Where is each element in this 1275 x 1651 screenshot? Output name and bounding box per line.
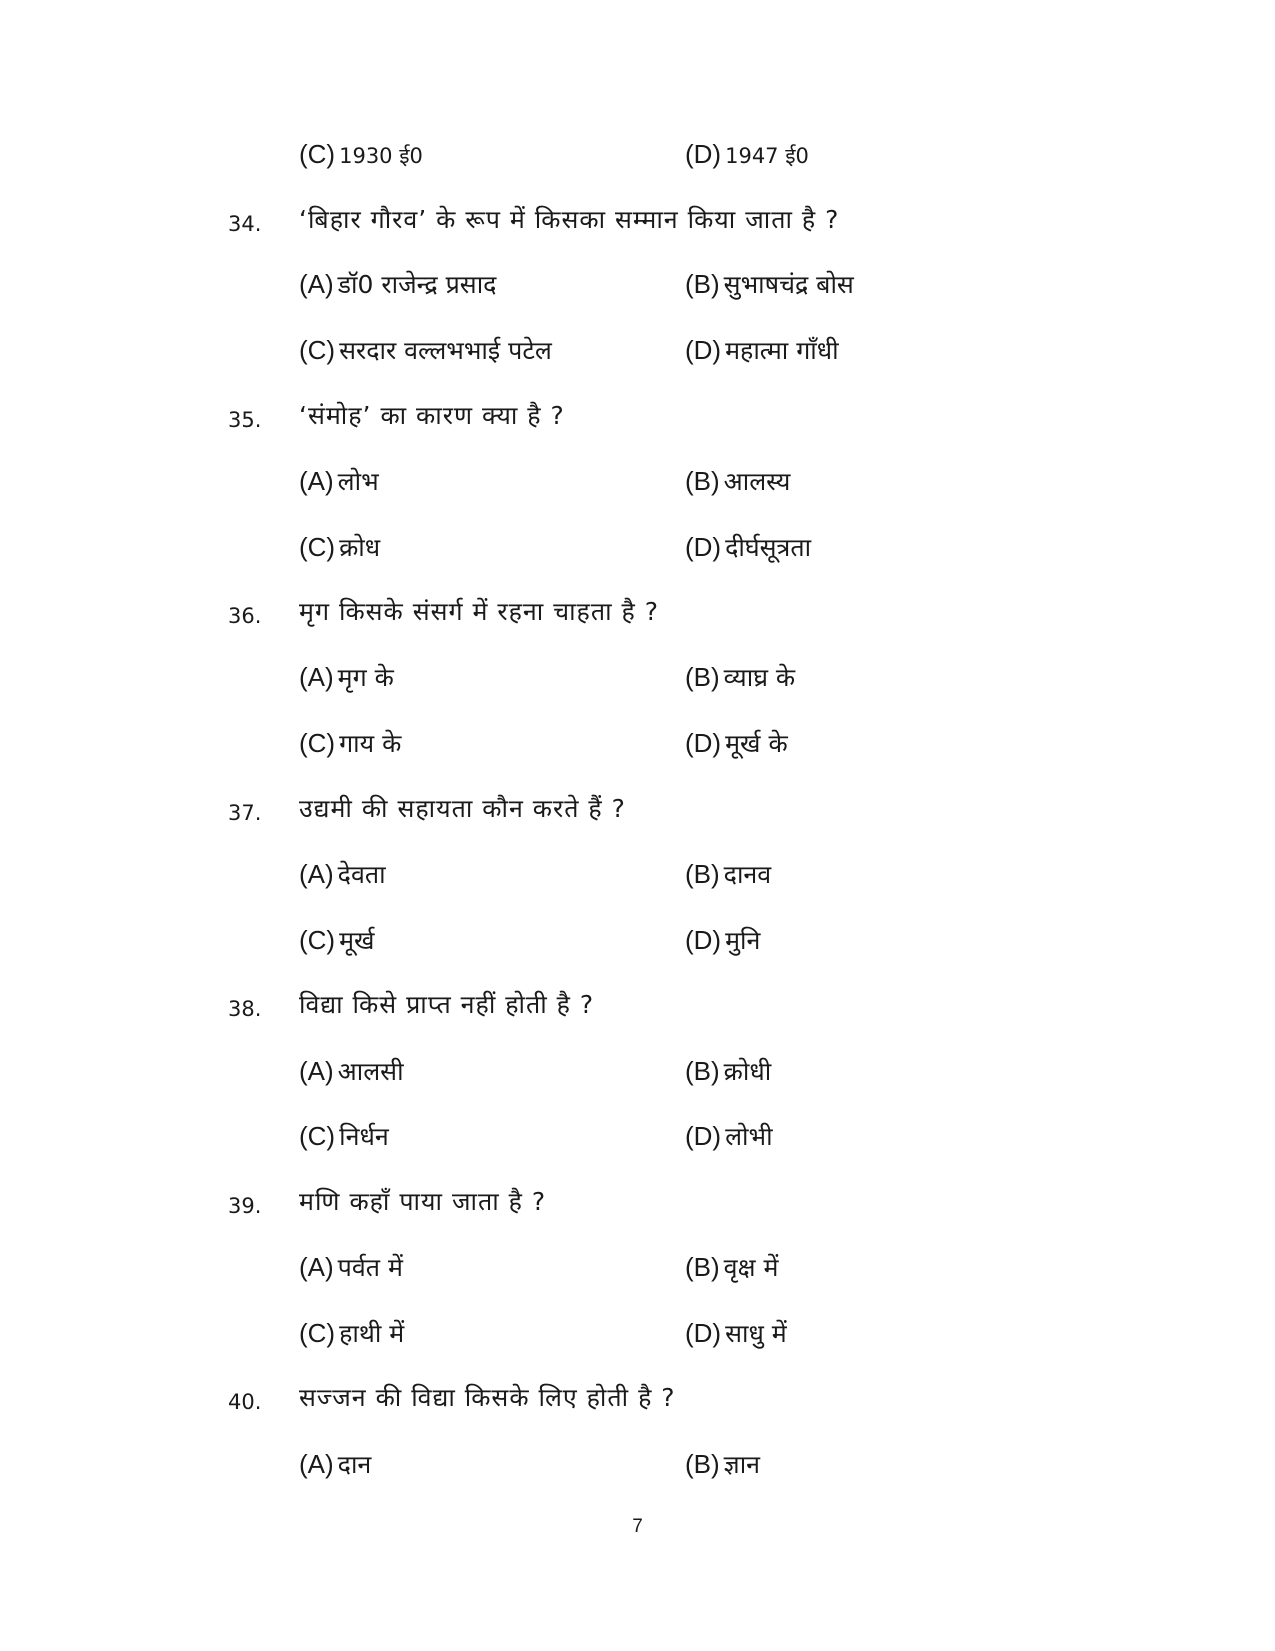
- question-text: सज्जन की विद्या किसके लिए होती है ?: [299, 1383, 676, 1412]
- question-text: मणि कहाँ पाया जाता है ?: [299, 1187, 547, 1216]
- options-row: [0, 854, 1275, 894]
- question-text: ‘बिहार गौरव’ के रूप में किसका सम्मान किया जाता है ?: [299, 205, 840, 234]
- option-label: (B): [685, 466, 720, 496]
- option-a: [299, 1444, 371, 1485]
- option-label: (B): [685, 662, 720, 692]
- option-text: लोभ: [337, 467, 379, 496]
- option-c: [299, 330, 552, 371]
- option-label: (C): [299, 1121, 336, 1151]
- question-40: [0, 1378, 1275, 1418]
- option-text: 1930 ई0: [339, 144, 423, 168]
- option-d: [685, 527, 811, 568]
- options-row: [0, 330, 1275, 370]
- option-label: (B): [685, 1449, 720, 1479]
- question-38: [0, 985, 1275, 1025]
- option-text: आलसी: [337, 1057, 404, 1086]
- option-b: [685, 1247, 778, 1288]
- option-text: हाथी में: [339, 1319, 405, 1348]
- option-text: दीर्घसूत्रता: [725, 533, 812, 562]
- option-text: लोभी: [725, 1122, 773, 1151]
- option-text: सुभाषचंद्र बोस: [723, 270, 854, 299]
- option-text: डॉ0 राजेन्द्र प्रसाद: [337, 270, 497, 299]
- options-row: [0, 1247, 1275, 1287]
- option-label: (D): [685, 335, 722, 365]
- question-text: मृग किसके संसर्ग में रहना चाहता है ?: [299, 597, 659, 626]
- option-text: मूर्ख: [339, 926, 375, 955]
- question-35: [0, 396, 1275, 436]
- option-text: सरदार वल्लभभाई पटेल: [339, 336, 552, 365]
- option-label: (A): [299, 1252, 334, 1282]
- option-c: [299, 134, 423, 176]
- option-label: (D): [685, 1121, 722, 1151]
- option-label: (B): [685, 859, 720, 889]
- options-row: [0, 1051, 1275, 1091]
- option-label: (A): [299, 1449, 334, 1479]
- option-text: वृक्ष में: [723, 1253, 779, 1282]
- question-number: 38.: [228, 997, 262, 1021]
- option-a: [299, 1051, 404, 1092]
- option-d: [685, 920, 760, 961]
- question-number: 36.: [228, 604, 262, 628]
- option-a: [299, 264, 496, 305]
- option-label: (C): [299, 139, 336, 169]
- question-number: 37.: [228, 801, 262, 825]
- option-b: [685, 264, 854, 305]
- option-label: (A): [299, 466, 334, 496]
- option-label: (A): [299, 1056, 334, 1086]
- options-row: [0, 723, 1275, 763]
- option-text: पर्वत में: [337, 1253, 403, 1282]
- option-label: (A): [299, 269, 334, 299]
- option-a: [299, 854, 386, 895]
- option-label: (D): [685, 728, 722, 758]
- option-label: (D): [685, 532, 722, 562]
- option-a: [299, 1247, 403, 1288]
- option-text: ज्ञान: [723, 1450, 761, 1479]
- option-d: [685, 1313, 787, 1354]
- option-label: (D): [685, 1318, 722, 1348]
- option-label: (C): [299, 1318, 336, 1348]
- question-39: [0, 1182, 1275, 1222]
- option-b: [685, 854, 771, 895]
- option-c: [299, 1116, 389, 1157]
- option-d: [685, 330, 839, 371]
- question-number: 35.: [228, 408, 262, 432]
- option-text: गाय के: [339, 729, 402, 758]
- option-text: आलस्य: [723, 467, 791, 496]
- option-label: (B): [685, 269, 720, 299]
- option-text: क्रोधी: [723, 1057, 772, 1086]
- option-text: क्रोध: [339, 533, 381, 562]
- option-label: (A): [299, 859, 334, 889]
- option-c: [299, 920, 375, 961]
- option-text: महात्मा गाँधी: [725, 336, 839, 365]
- option-label: (A): [299, 662, 334, 692]
- options-row: [0, 657, 1275, 697]
- option-text: निर्धन: [339, 1122, 389, 1151]
- option-b: [685, 1444, 760, 1485]
- option-text: मुनि: [725, 926, 761, 955]
- question-text: विद्या किसे प्राप्त नहीं होती है ?: [299, 990, 595, 1019]
- option-b: [685, 1051, 771, 1092]
- options-row: [0, 527, 1275, 567]
- option-c: [299, 1313, 404, 1354]
- option-label: (D): [685, 139, 722, 169]
- option-d: [685, 723, 788, 764]
- option-text: मूर्ख के: [725, 729, 788, 758]
- question-text: ‘संमोह’ का कारण क्या है ?: [299, 401, 565, 430]
- question-36: [0, 592, 1275, 632]
- option-c: [299, 527, 380, 568]
- option-label: (C): [299, 532, 336, 562]
- option-text: दान: [337, 1450, 372, 1479]
- options-row: [0, 1313, 1275, 1353]
- question-number: 34.: [228, 212, 262, 236]
- option-text: साधु में: [725, 1319, 787, 1348]
- option-text: दानव: [723, 860, 772, 889]
- option-label: (C): [299, 925, 336, 955]
- option-text: देवता: [337, 860, 386, 889]
- option-d: [685, 1116, 773, 1157]
- page-number: 7: [632, 1516, 643, 1537]
- option-label: (B): [685, 1252, 720, 1282]
- option-label: (B): [685, 1056, 720, 1086]
- option-label: (C): [299, 335, 336, 365]
- option-d: [685, 134, 809, 176]
- options-row: [0, 461, 1275, 501]
- option-label: (C): [299, 728, 336, 758]
- options-row: [0, 1116, 1275, 1156]
- option-c: [299, 723, 401, 764]
- option-label: (D): [685, 925, 722, 955]
- option-b: [685, 657, 795, 698]
- option-b: [685, 461, 790, 502]
- option-text: मृग के: [337, 663, 394, 692]
- option-text: व्याघ्र के: [723, 663, 796, 692]
- option-a: [299, 461, 379, 502]
- question-34: [0, 200, 1275, 240]
- options-row: [0, 920, 1275, 960]
- options-row: [0, 1444, 1275, 1484]
- option-a: [299, 657, 394, 698]
- question-number: 39.: [228, 1194, 262, 1218]
- option-text: 1947 ई0: [725, 144, 809, 168]
- question-37: [0, 789, 1275, 829]
- options-row: [0, 264, 1275, 304]
- question-text: उद्यमी की सहायता कौन करते हैं ?: [299, 794, 626, 823]
- carryover-options-row: [0, 134, 1275, 174]
- question-number: 40.: [228, 1390, 262, 1414]
